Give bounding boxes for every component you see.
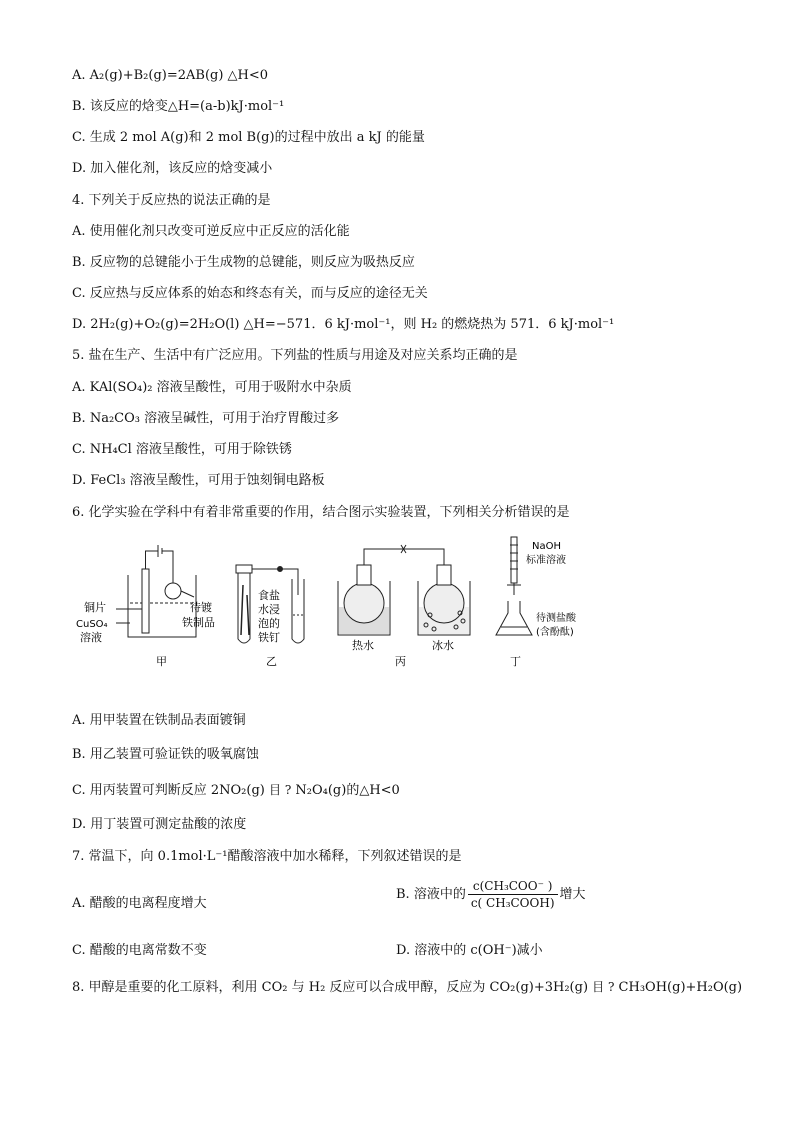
q5-stem: 5. 盐在生产、生活中有广泛应用。下列盐的性质与用途及对应关系均正确的是	[72, 348, 518, 363]
q6-stem: 6. 化学实验在学科中有着非常重要的作用，结合图示实验装置，下列相关分析错误的是	[72, 505, 570, 520]
q7-option-b	[396, 878, 586, 911]
q6-apparatus-figure	[70, 535, 600, 675]
q4-option-b: B. 反应物的总键能小于生成物的总键能，则反应为吸热反应	[72, 255, 415, 270]
jia-right-bot: 铁制品	[182, 616, 215, 629]
q6-option-a: A. 用甲装置在铁制品表面镀铜	[72, 713, 246, 728]
ding-b2: (含酚酞)	[536, 627, 574, 638]
ding-t1: NaOH	[532, 541, 561, 552]
fraction-numerator: c(CH₃COO⁻ )	[468, 878, 558, 895]
q5-option-d: D. FeCl₃ 溶液呈酸性，可用于蚀刻铜电路板	[72, 473, 325, 488]
ding-t2: 标准溶液	[526, 555, 566, 566]
q7-stem: 7. 常温下，向 0.1mol·L⁻¹醋酸溶液中加水稀释，下列叙述错误的是	[72, 849, 462, 864]
q4-stem: 4. 下列关于反应热的说法正确的是	[72, 193, 271, 208]
equilibrium-symbol: 目 ?	[592, 980, 615, 994]
q7-b-text: B. 溶液中的	[396, 887, 466, 902]
q4-option-c: C. 反应热与反应体系的始态和终态有关，而与反应的途径无关	[72, 286, 428, 301]
yi-l4: 铁钉	[258, 631, 280, 644]
q5-option-b: B. Na₂CO₃ 溶液呈碱性，可用于治疗胃酸过多	[72, 411, 340, 426]
q5-option-a: A. KAl(SO₄)₂ 溶液呈酸性，可用于吸附水中杂质	[72, 380, 352, 395]
q5-option-c: C. NH₄Cl 溶液呈酸性，可用于除铁锈	[72, 442, 292, 457]
jia-right-top: 待镀	[190, 601, 212, 614]
bing-left: 热水	[352, 639, 374, 652]
jia-left-bot: 溶液	[80, 631, 102, 644]
equilibrium-symbol: 目 ?	[269, 783, 292, 797]
q4-option-a: A. 使用催化剂只改变可逆反应中正反应的活化能	[72, 224, 350, 239]
jia-left-mid: CuSO₄	[76, 619, 108, 630]
bing-right: 冰水	[432, 639, 454, 652]
q3-option-b: B. 该反应的焓变△H=(a-b)kJ·mol⁻¹	[72, 99, 285, 114]
bing-label: 丙	[395, 655, 406, 668]
q6-c-text-post: N₂O₄(g)的△H<0	[291, 783, 400, 798]
q8-text-post: CH₃OH(g)+H₂O(g)	[614, 980, 743, 995]
ding-b1: 待测盐酸	[536, 613, 576, 624]
q7-b-text-post: 增大	[559, 887, 586, 902]
fraction-denominator: c( CH₃COOH)	[470, 896, 555, 910]
q7-option-a: A. 醋酸的电离程度增大	[72, 896, 207, 911]
q6-c-text: C. 用丙装置可判断反应 2NO₂(g)	[72, 783, 265, 798]
yi-l2: 水浸	[258, 603, 280, 616]
apparatus-ding	[496, 537, 532, 635]
q6-option-c	[72, 781, 400, 800]
yi-label: 乙	[266, 655, 277, 668]
apparatus-bing	[338, 545, 470, 635]
yi-l3: 泡的	[258, 617, 280, 630]
q7-option-d: D. 溶液中的 c(OH⁻)减小	[396, 943, 543, 958]
q3-option-c: C. 生成 2 mol A(g)和 2 mol B(g)的过程中放出 a kJ 的能量	[72, 130, 425, 145]
q3-option-d: D. 加入催化剂，该反应的焓变减小	[72, 161, 273, 176]
jia-left-top: 铜片	[84, 601, 106, 614]
q8-text: 8. 甲醇是重要的化工原料，利用 CO₂ 与 H₂ 反应可以合成甲醇，反应为 CO₂(g)+3H₂(g)	[72, 980, 589, 995]
q7-option-c: C. 醋酸的电离常数不变	[72, 943, 207, 958]
ding-label: 丁	[510, 655, 521, 668]
jia-label: 甲	[156, 655, 167, 668]
q4-option-d: D. 2H₂(g)+O₂(g)=2H₂O(l) △H=−571．6 kJ·mol⁻¹，则 H₂ 的燃烧热为 571．6 kJ·mol⁻¹	[72, 317, 615, 332]
concentration-fraction	[468, 878, 558, 911]
q6-option-b: B. 用乙装置可验证铁的吸氧腐蚀	[72, 747, 259, 762]
q6-option-d: D. 用丁装置可测定盐酸的浓度	[72, 817, 247, 832]
q3-option-a: A. A₂(g)+B₂(g)=2AB(g) △H<0	[72, 68, 269, 83]
yi-l1: 食盐	[258, 589, 280, 602]
q8-stem	[72, 978, 742, 997]
